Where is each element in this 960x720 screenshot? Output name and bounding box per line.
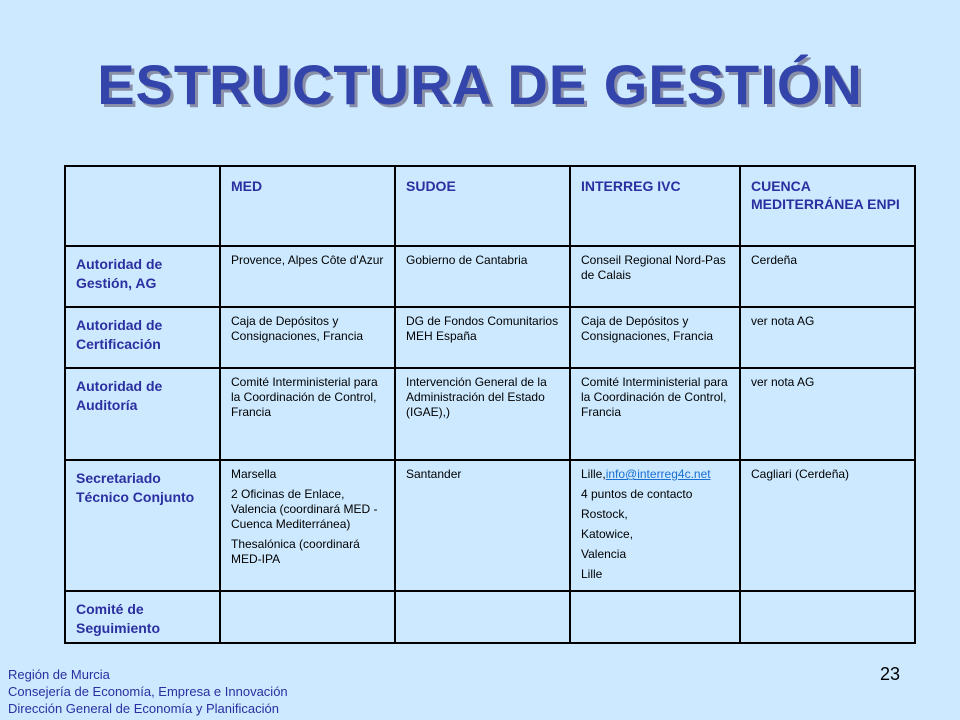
cell-text: Lille [581,567,603,581]
slide-title: ESTRUCTURA DE GESTIÓN [97,53,863,116]
table-cell [740,460,915,591]
page-number: 23 [880,664,901,684]
table-cell [395,246,570,307]
row-label: Secretariado Técnico Conjunto [65,460,220,591]
footer-line: Consejería de Economía, Empresa e Innovación [8,684,288,699]
row-label: Autoridad de Gestión, AG [65,246,220,307]
cell-text: Katowice, [581,527,634,541]
cell-text: Rostock, [581,507,628,521]
cell-text: Cagliari (Cerdeña) [751,467,850,481]
lille-prefix: Lille, [581,467,606,481]
table-row-autoridad-auditoria [65,368,915,460]
email-link[interactable]: info@interreg4c.net [605,467,711,481]
cell-text: Marsella [231,467,277,481]
table-cell-empty [220,591,395,643]
cell-text: Gobierno de Cantabria [406,253,528,267]
cell-text: 2 Oficinas de Enlace, Valencia (coordinará MED -Cuenca Mediterránea) [231,487,378,531]
cell-text: Comité Interministerial para la Coordinación de Control, Francia [581,375,728,419]
cell-text: Caja de Depósitos y Consignaciones, Francia [581,314,714,343]
table-cell [395,307,570,368]
table-cell [220,460,395,591]
table-row-autoridad-gestion [65,246,915,307]
header-empty-cell [65,166,220,246]
cell-text-lille [581,467,729,482]
table-cell-empty [740,591,915,643]
table-cell [570,368,740,460]
cell-text: 4 puntos de contacto [581,487,693,501]
table-cell [220,246,395,307]
header-interreg-ivc: INTERREG IVC [570,166,740,246]
table-cell [220,368,395,460]
table-cell [395,368,570,460]
cell-text: Thesalónica (coordinará MED-IPA [231,537,360,566]
cell-text: Intervención General de la Administración del Estado (IGAE),) [406,375,547,419]
table-cell [740,307,915,368]
table-cell [740,246,915,307]
cell-text: ver nota AG [751,314,815,328]
row-label: Autoridad de Auditoría [65,368,220,460]
table-cell-empty [570,591,740,643]
header-cuenca-mediterranea-enpi: CUENCA MEDITERRÁNEA ENPI [740,166,915,246]
table-cell [740,368,915,460]
table-cell-empty [395,591,570,643]
table-cell [220,307,395,368]
row-label: Autoridad de Certificación [65,307,220,368]
footer-organization [8,666,288,717]
table-cell [570,307,740,368]
cell-text: ver nota AG [751,375,815,389]
cell-text: Santander [406,467,462,481]
table-header-row [65,166,915,246]
footer-line: Dirección General de Economía y Planificación [8,701,279,716]
cell-text: DG de Fondos Comunitarios MEH España [406,314,559,343]
table-row-comite-seguimiento [65,591,915,643]
cell-text: Valencia [581,547,627,561]
header-sudoe: SUDOE [395,166,570,246]
cell-text: Provence, Alpes Côte d'Azur [231,253,384,267]
footer-line: Región de Murcia [8,667,110,682]
cell-text: Caja de Depósitos y Consignaciones, Francia [231,314,364,343]
management-structure-table [64,165,916,644]
row-label: Comité de Seguimiento [65,591,220,643]
table-row-secretariado-tecnico [65,460,915,591]
table-cell [570,460,740,591]
table-cell [395,460,570,591]
table-row-autoridad-certificacion [65,307,915,368]
cell-text: Conseil Regional Nord-Pas de Calais [581,253,726,282]
cell-text: Cerdeña [751,253,798,267]
table-cell [570,246,740,307]
cell-text: Comité Interministerial para la Coordinación de Control, Francia [231,375,378,419]
header-med: MED [220,166,395,246]
